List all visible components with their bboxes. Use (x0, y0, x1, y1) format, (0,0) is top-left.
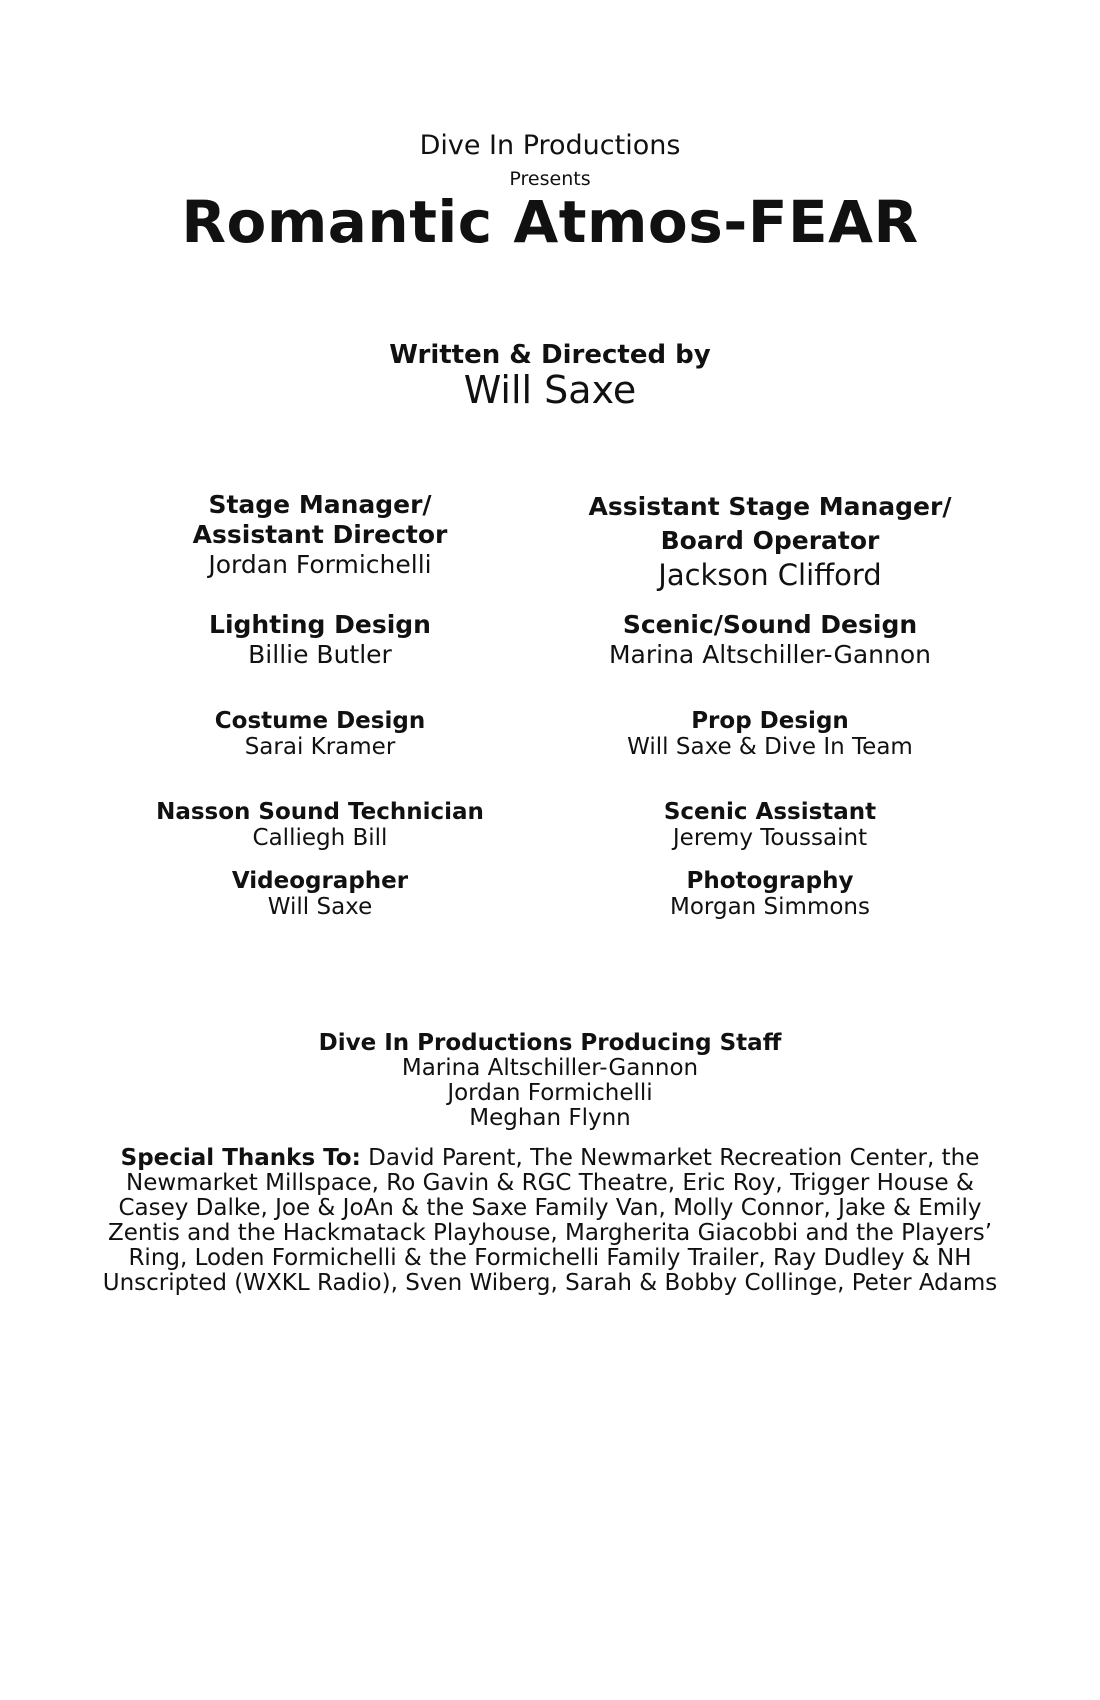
credit-assistant-stage-manager (540, 490, 1000, 592)
credit-name: Calliegh Bill (252, 825, 388, 851)
credit-videographer (120, 868, 520, 920)
credit-role: Nasson Sound Technician (156, 799, 484, 825)
producing-staff-name: Jordan Formichelli (447, 1080, 653, 1106)
special-thanks-label: Special Thanks To: (120, 1145, 361, 1171)
producing-staff-title: Dive In Productions Producing Staff (318, 1030, 782, 1056)
credit-name: Will Saxe & Dive In Team (627, 734, 913, 760)
special-thanks-line: Zentis and the Hackmatack Playhouse, Margherita Giacobbi and the Players’ (107, 1220, 993, 1246)
credit-role: Costume Design (214, 708, 426, 734)
credit-name: Jackson Clifford (658, 558, 882, 592)
special-thanks-line: Casey Dalke, Joe & JoAn & the Saxe Family Van, Molly Connor, Jake & Emily (118, 1195, 982, 1221)
credit-photography (540, 868, 1000, 920)
credit-scenic-sound-design (540, 610, 1000, 669)
credit-role: Videographer (231, 868, 409, 894)
credit-costume-design (120, 708, 520, 760)
credit-role: Lighting Design (209, 610, 431, 639)
producing-staff-name: Marina Altschiller-Gannon (401, 1055, 699, 1081)
show-title: Romantic Atmos-FEAR (181, 188, 919, 256)
credit-role: Photography (686, 868, 854, 894)
credit-role: Scenic/Sound Design (622, 610, 918, 639)
presents-label: Presents (509, 168, 591, 190)
credit-name: Marina Altschiller-Gannon (608, 640, 932, 669)
credit-nasson-sound-technician (120, 799, 520, 851)
writer-director-role: Written & Directed by (389, 340, 711, 370)
special-thanks-line (40, 1146, 1060, 1171)
credit-name: Sarai Kramer (244, 734, 396, 760)
credit-name: Jordan Formichelli (208, 550, 432, 579)
credit-name: Jeremy Toussaint (672, 825, 868, 851)
credit-scenic-assistant (540, 799, 1000, 851)
special-thanks-line: Ring, Loden Formichelli & the Formichelli Family Trailer, Ray Dudley & NH (128, 1245, 972, 1271)
credit-role: Scenic Assistant (663, 799, 877, 825)
credit-role: Prop Design (691, 708, 849, 734)
credit-name: Morgan Simmons (670, 894, 870, 920)
credit-role: Assistant Stage Manager/ (588, 492, 952, 521)
credit-lighting-design (120, 610, 520, 669)
credit-role: Board Operator (660, 526, 880, 555)
producing-staff-section (60, 1030, 1040, 1131)
credit-role: Stage Manager/ (208, 490, 432, 519)
credit-role: Assistant Director (192, 520, 448, 549)
special-thanks-text: David Parent, The Newmarket Recreation Center, the (360, 1145, 980, 1171)
special-thanks-section (40, 1146, 1060, 1296)
writer-director-name: Will Saxe (463, 368, 637, 412)
credit-name: Billie Butler (248, 640, 392, 669)
credit-name: Will Saxe (267, 894, 373, 920)
special-thanks-line: Newmarket Millspace, Ro Gavin & RGC Theatre, Eric Roy, Trigger House & (126, 1170, 974, 1196)
producer-name: Dive In Productions (419, 130, 681, 161)
producing-staff-name: Meghan Flynn (469, 1105, 631, 1131)
credit-prop-design (540, 708, 1000, 760)
special-thanks-line: Unscripted (WXKL Radio), Sven Wiberg, Sarah & Bobby Collinge, Peter Adams (102, 1270, 998, 1296)
credit-stage-manager (120, 490, 520, 579)
